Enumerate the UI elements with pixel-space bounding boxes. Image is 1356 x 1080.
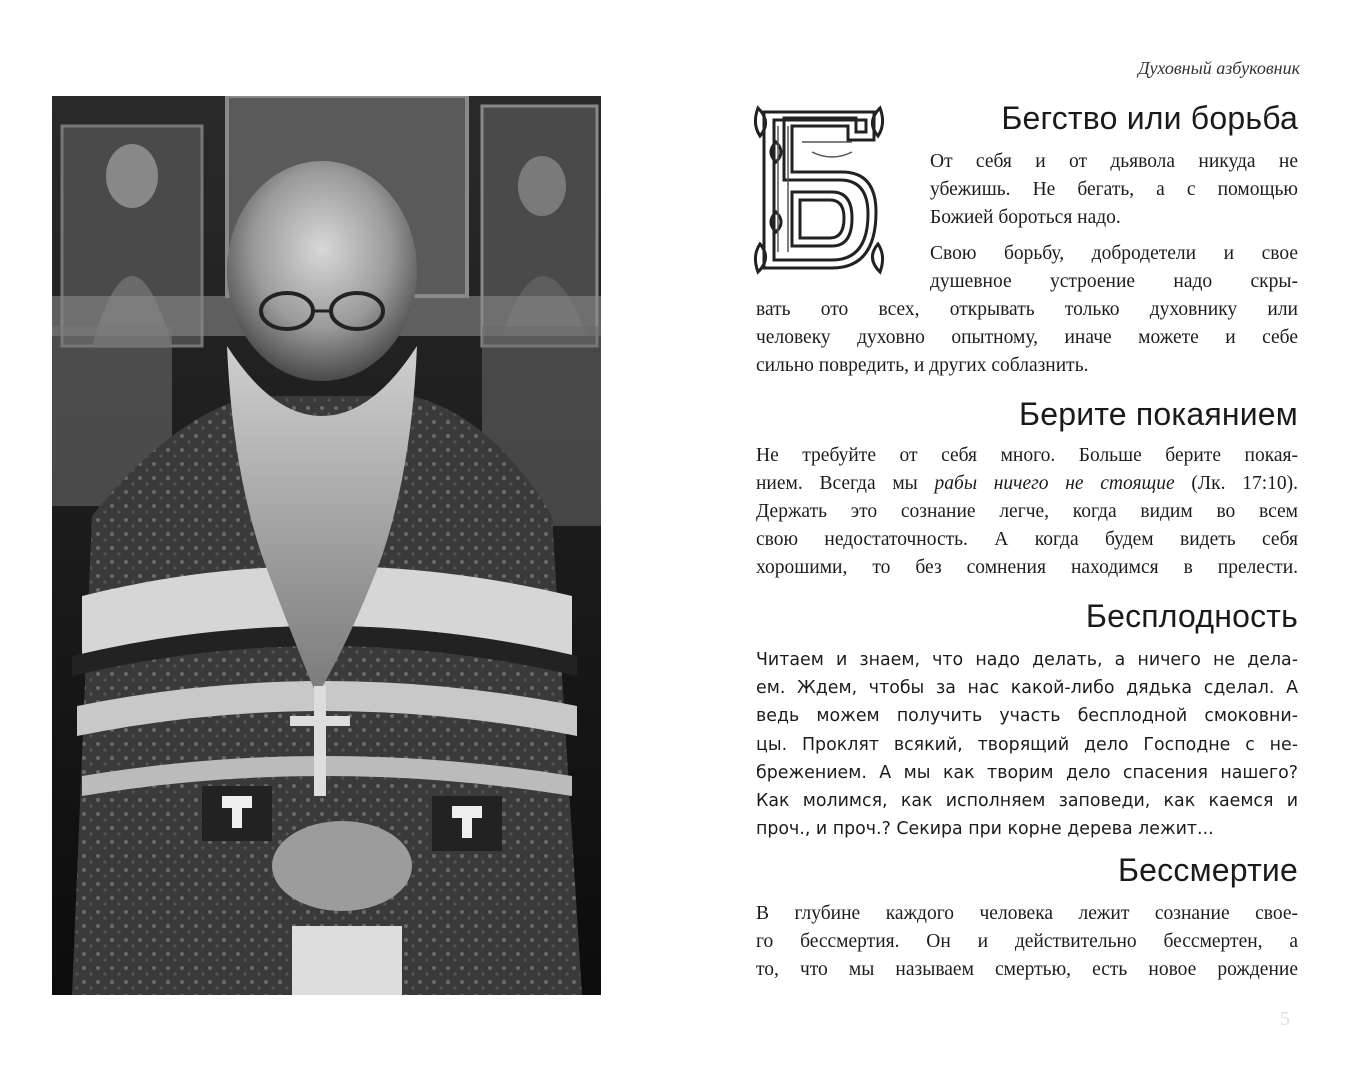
text-line: В глубине каждого человека лежит сознание свое- bbox=[756, 903, 1298, 924]
page-number: 5 bbox=[1280, 1008, 1290, 1030]
priest-portrait-photo bbox=[52, 96, 601, 995]
paragraph-begstvo-2b bbox=[756, 296, 1298, 380]
section-heading-besplodnost: Бесплодность bbox=[1085, 598, 1298, 634]
running-head: Духовный азбуковник bbox=[1138, 58, 1300, 78]
text-line: душевное устроение надо скры- bbox=[930, 271, 1298, 292]
text-line: убежишь. Не бегать, а с помощью bbox=[930, 179, 1298, 200]
section-heading-bessmertie: Бессмертие bbox=[1117, 852, 1298, 888]
text-line: Держать это сознание легче, когда видим во всем bbox=[756, 501, 1298, 522]
section-heading-begstvo: Бегство или борьба bbox=[1001, 100, 1298, 136]
text-line: брежением. А мы как творим дело спасения нашего? bbox=[756, 762, 1298, 783]
paragraph-bessmertie bbox=[756, 900, 1298, 984]
text-line: ведь можем получить участь бесплодной смоковни- bbox=[756, 706, 1298, 727]
paragraph-begstvo-1 bbox=[930, 148, 1298, 232]
text-line: человеку духовно опытному, иначе можете и себе bbox=[756, 327, 1298, 348]
paragraph-besplodnost bbox=[756, 646, 1298, 843]
italic-quote: рабы ничего не стоящие bbox=[934, 473, 1175, 494]
text-line: свою недостаточность. А когда будем видеть себя bbox=[756, 529, 1298, 550]
portrait-image bbox=[52, 96, 601, 995]
text-line: Божией бороться надо. bbox=[930, 207, 1121, 228]
knotwork-initial-b-icon bbox=[752, 102, 886, 278]
paragraph-berite bbox=[756, 442, 1298, 582]
text-line: вать ото всех, открывать только духовнику или bbox=[756, 299, 1298, 320]
text-line: хорошими, то без сомнения находимся в прелести. bbox=[756, 557, 1298, 578]
text-line: Как молимся, как исполняем заповеди, как каемся и bbox=[756, 791, 1298, 812]
paragraph-begstvo-2a bbox=[930, 240, 1298, 296]
decorative-initial-letter bbox=[752, 102, 886, 278]
text-line: то, что мы называем смертью, есть новое рождение bbox=[756, 959, 1298, 980]
section-heading-berite: Берите покаянием bbox=[1019, 396, 1298, 432]
text-line: сильно повредить, и других соблазнить. bbox=[756, 355, 1089, 376]
text-line: Не требуйте от себя много. Больше берите покая- bbox=[756, 445, 1298, 466]
text-line: От себя и от дьявола никуда не bbox=[930, 151, 1298, 172]
text-line: цы. Проклят всякий, творящий дело Господне с не- bbox=[756, 734, 1298, 755]
text-line: нием. Всегда мы рабы ничего не стоящие (Лк. 17:10). bbox=[756, 473, 1298, 494]
text-line: го бессмертия. Он и действительно бессмертен, а bbox=[756, 931, 1298, 952]
text-line: ем. Ждем, чтобы за нас какой-либо дядька сделал. А bbox=[756, 678, 1298, 699]
text-line: Свою борьбу, добродетели и свое bbox=[930, 243, 1298, 264]
text-line: Читаем и знаем, что надо делать, а ничего не дела- bbox=[756, 650, 1298, 670]
text-line: проч., и проч.? Секира при корне дерева лежит... bbox=[756, 819, 1214, 840]
